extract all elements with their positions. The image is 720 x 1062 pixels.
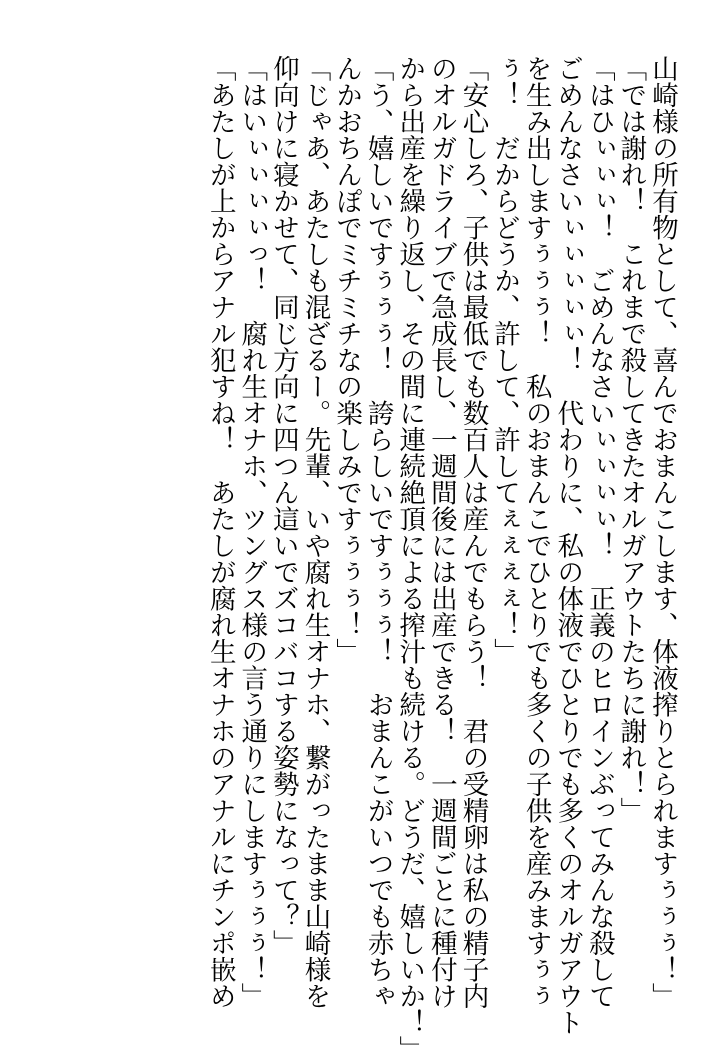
text-line: 「う、嬉しいですぅぅぅ！ 誇らしいですぅぅぅ！ おまんこがいつでも赤ちゃ bbox=[362, 55, 394, 1009]
text-line: ぅ！ だからどうか、許して、許してぇぇぇぇ！」 bbox=[489, 55, 521, 665]
text-line: んかおちんぽでミチミチなの楽しみですぅぅぅ！」 bbox=[331, 55, 363, 665]
text-line: 「じゃあ、あたしも混ざるー。先輩、いや腐れ生オナホ、繋がったまま山崎様を bbox=[299, 55, 331, 1009]
text-line: 仰向けに寝かせて、同じ方向に四つん這いでズコバコする姿勢になって？」 bbox=[267, 55, 299, 956]
text-line: のオルガドライブで急成長し、一週間後には出産できる！ 一週間ごとに種付け bbox=[425, 55, 457, 1009]
text-line: 「はいぃぃぃぃっ！ 腐れ生オナホ、ツングス様の言う通りにしますぅぅぅ！」 bbox=[236, 55, 268, 1009]
text-line: 「では謝れ！ これまで殺してきたオルガアウトたちに謝れ！」 bbox=[615, 55, 647, 824]
text-line: から出産を繰り返し、その間に連続絶頂による搾汁も続ける。どうだ、嬉しいか！」 bbox=[394, 55, 426, 1062]
vertical-text-body bbox=[204, 55, 678, 1062]
text-line: 「安心しろ、子供は最低でも数百人は産んでもらう！ 君の受精卵は私の精子内 bbox=[457, 55, 489, 1009]
text-line: 山崎様の所有物として、喜んでおまんこします、体液搾りとられますぅぅぅ！」 bbox=[647, 55, 678, 1009]
text-line: ごめんなさいぃぃぃぃぃ！ 代わりに、私の体液でひとりでも多くのオルガアウト bbox=[552, 55, 584, 1036]
text-line: 「はひぃぃぃ！ ごめんなさいぃぃぃぃ！ 正義のヒロインぶってみんな殺して bbox=[583, 55, 615, 1009]
text-line: を生み出しますぅぅぅ！ 私のおまんこでひとりでも多くの子供を産みますぅぅ bbox=[520, 55, 552, 1009]
text-line: 「あたしが上からアナル犯すね！ あたしが腐れ生オナホのアナルにチンポ嵌め bbox=[204, 55, 236, 1009]
